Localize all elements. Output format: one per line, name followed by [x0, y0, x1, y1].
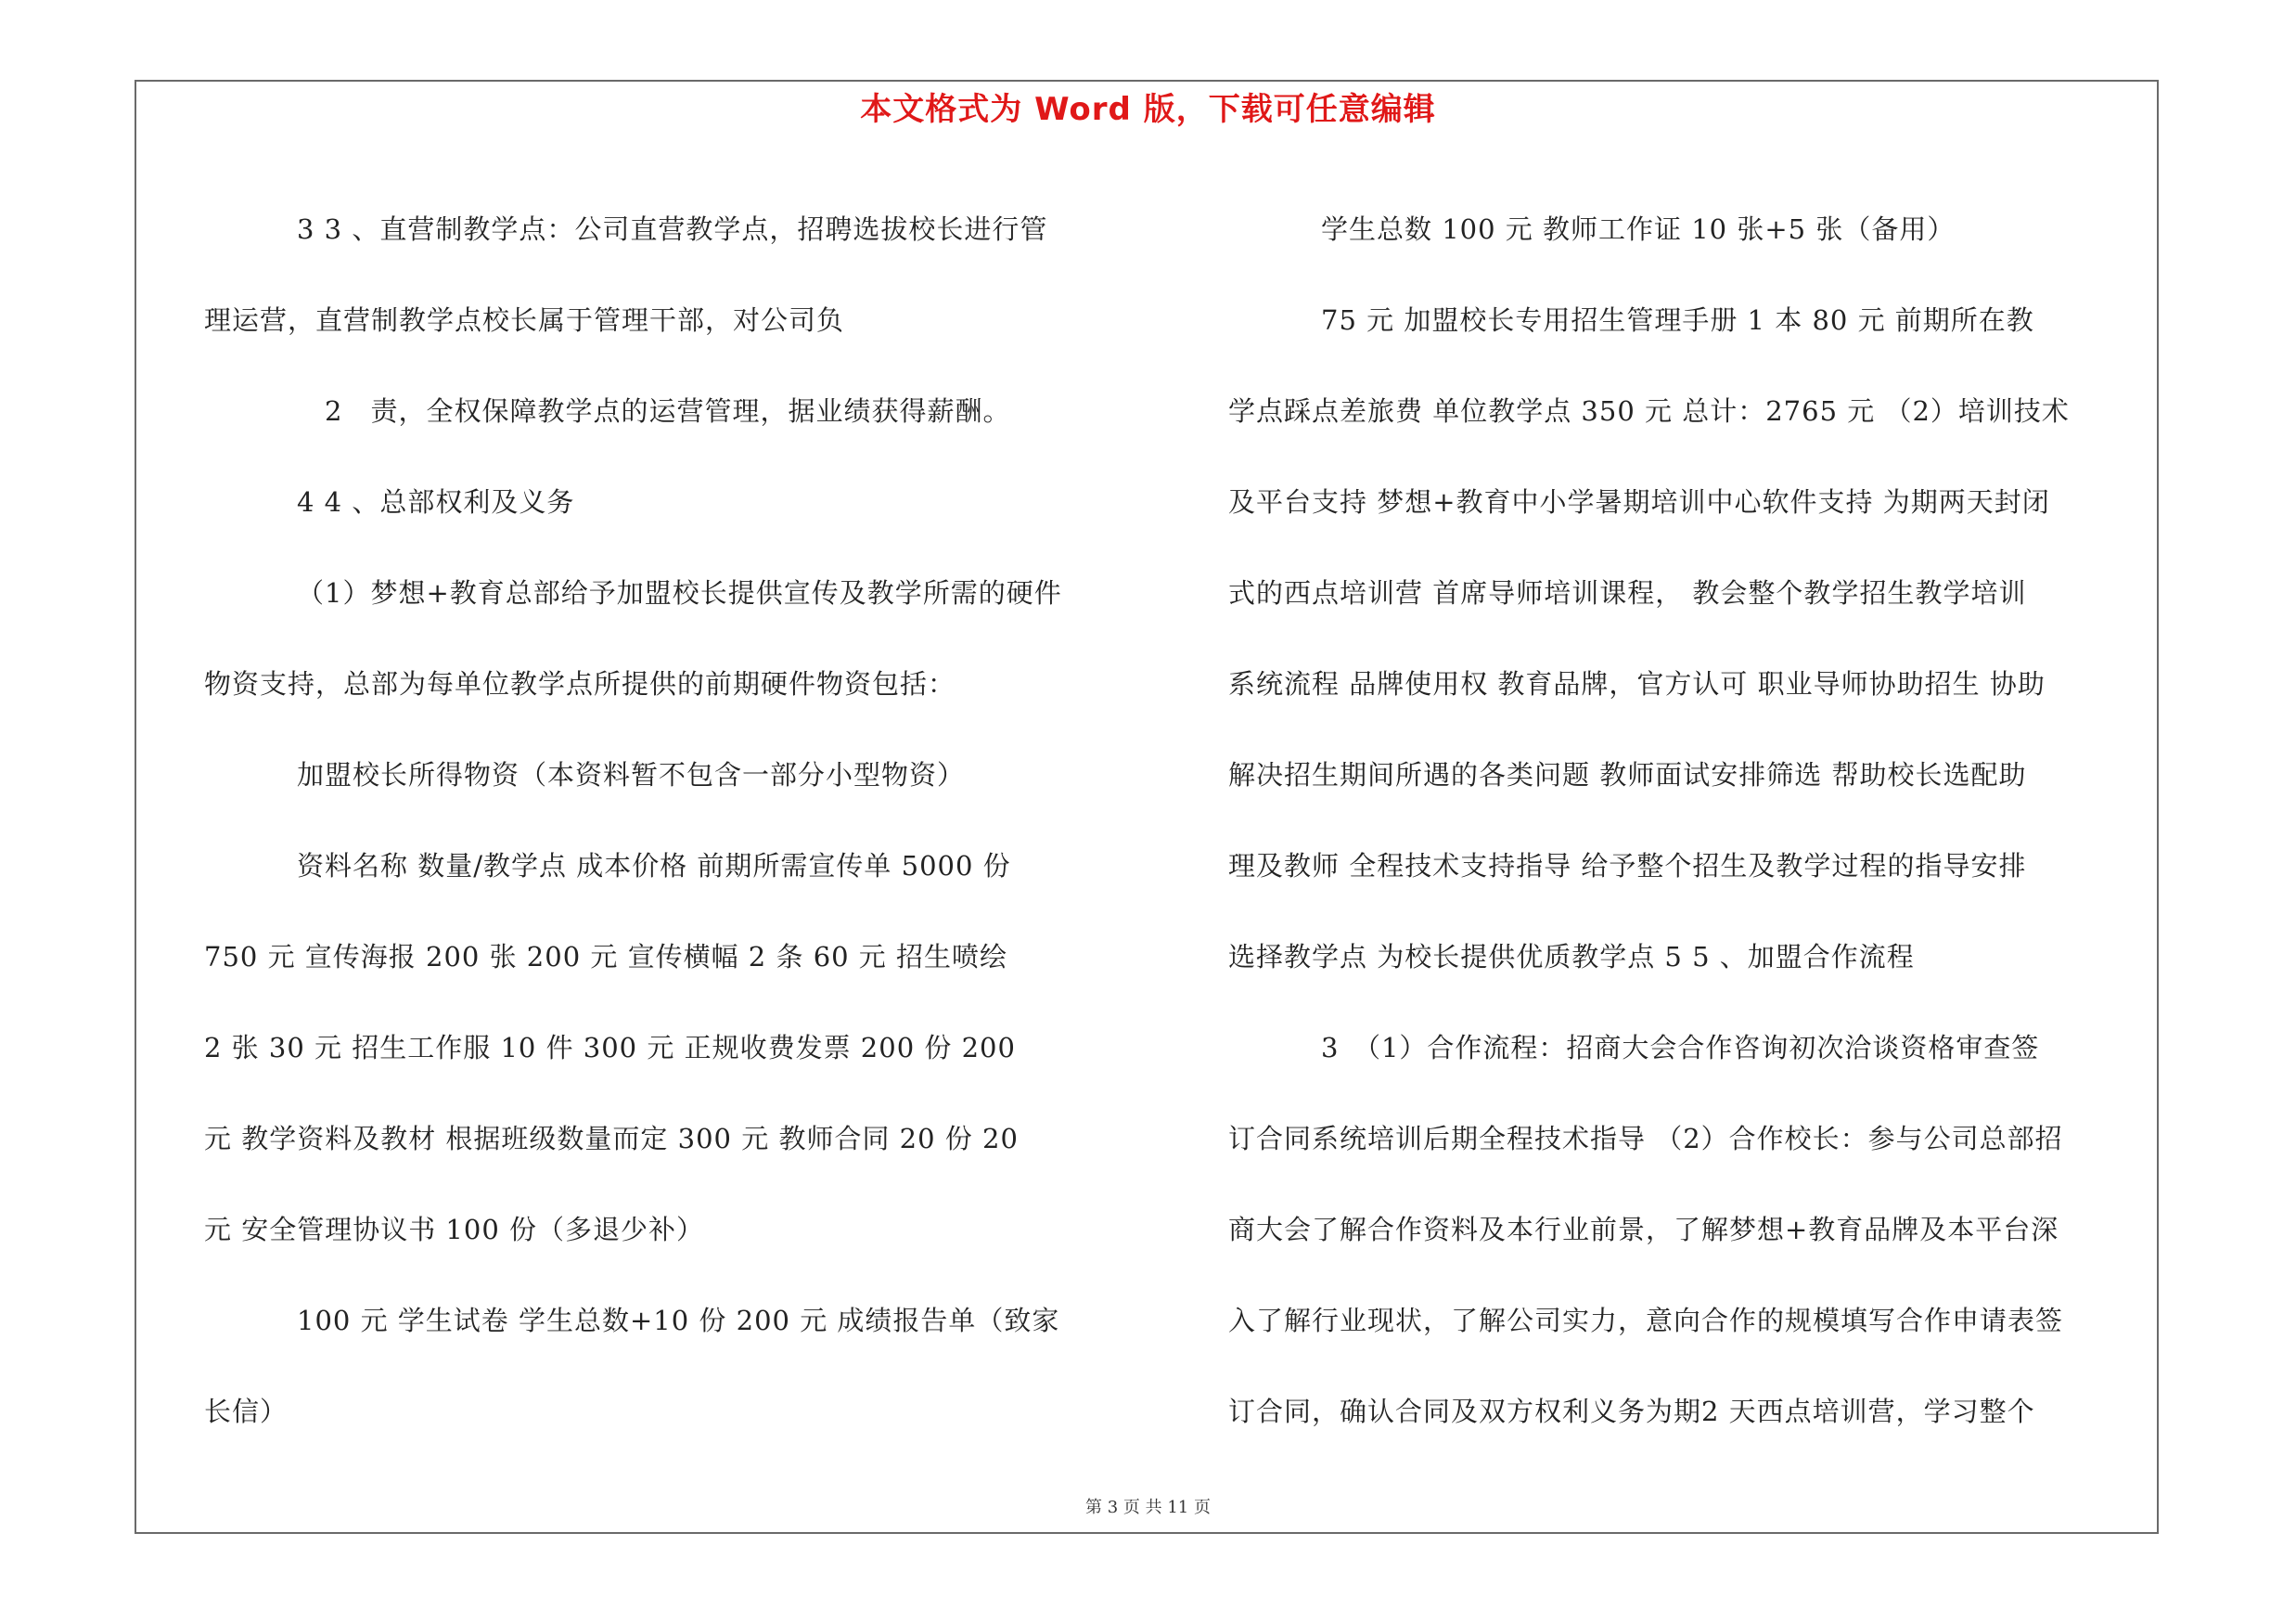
paragraph-line: 及平台支持 梦想+教育中小学暑期培训中心软件支持 为期两天封闭	[1228, 486, 2050, 518]
paragraph-line: 理运营，直营制教学点校长属于管理干部，对公司负	[204, 304, 845, 336]
paragraph-line: 订合同系统培训后期全程技术指导 （2）合作校长：参与公司总部招	[1228, 1123, 2063, 1154]
left-text-column	[204, 184, 1128, 1457]
paragraph-line: 100 元 学生试卷 学生总数+10 份 200 元 成绩报告单（致家	[297, 1305, 1060, 1336]
paragraph-line: 3 （1）合作流程：招商大会合作咨询初次洽谈资格审查签	[1321, 1032, 2040, 1063]
paragraph-line: 商大会了解合作资料及本行业前景，了解梦想+教育品牌及本平台深	[1228, 1214, 2059, 1245]
paragraph-line: 式的西点培训营 首席导师培训课程， 教会整个教学招生教学培训	[1228, 577, 2027, 609]
paragraph-line: 长信）	[204, 1396, 289, 1427]
document-header-banner: 本文格式为 Word 版，下载可任意编辑	[860, 91, 1436, 128]
paragraph-line: 入了解行业现状，了解公司实力，意向合作的规模填写合作申请表签	[1228, 1305, 2064, 1336]
paragraph-line: 750 元 宣传海报 200 张 200 元 宣传横幅 2 条 60 元 招生喷绘	[204, 941, 1008, 973]
paragraph-line: 解决招生期间所遇的各类问题 教师面试安排筛选 帮助校长选配助	[1228, 759, 2027, 791]
paragraph-line: 选择教学点 为校长提供优质教学点 5 5 、加盟合作流程	[1228, 941, 1915, 973]
paragraph-line: 系统流程 品牌使用权 教育品牌，官方认可 职业导师协助招生 协助	[1228, 668, 2046, 700]
paragraph-line: 元 安全管理协议书 100 份（多退少补）	[204, 1214, 705, 1245]
paragraph-line: 理及教师 全程技术支持指导 给予整个招生及教学过程的指导安排	[1228, 850, 2027, 882]
paragraph-line: 资料名称 数量/教学点 成本价格 前期所需宣传单 5000 份	[297, 850, 1011, 882]
paragraph-line: 学点踩点差旅费 单位教学点 350 元 总计：2765 元 （2）培训技术	[1228, 395, 2070, 427]
paragraph-line: 75 元 加盟校长专用招生管理手册 1 本 80 元 前期所在教	[1321, 304, 2034, 336]
paragraph-line: 学生总数 100 元 教师工作证 10 张+5 张（备用）	[1321, 213, 1956, 245]
paragraph-line: 元 教学资料及教材 根据班级数量而定 300 元 教师合同 20 份 20	[204, 1123, 1019, 1154]
paragraph-line: 物资支持，总部为每单位教学点所提供的前期硬件物资包括：	[204, 668, 956, 700]
right-text-column	[1228, 184, 2156, 1457]
page-number-footer: 第 3 页 共 11 页	[1085, 1498, 1211, 1517]
section-heading: 4 4 、总部权利及义务	[297, 486, 575, 518]
paragraph-line: （1）梦想+教育总部给予加盟校长提供宣传及教学所需的硬件	[297, 577, 1062, 609]
paragraph-line: 2 张 30 元 招生工作服 10 件 300 元 正规收费发票 200 份 200	[204, 1032, 1016, 1063]
paragraph-line: 订合同，确认合同及双方权利义务为期2 天西点培训营，学习整个	[1228, 1396, 2035, 1427]
paragraph-line: 加盟校长所得物资（本资料暂不包含一部分小型物资）	[297, 759, 966, 791]
paragraph-line: 3 3 、直营制教学点：公司直营教学点，招聘选拔校长进行管	[297, 213, 1048, 245]
paragraph-line: 2 责，全权保障教学点的运营管理，据业绩获得薪酬。	[325, 395, 1011, 427]
